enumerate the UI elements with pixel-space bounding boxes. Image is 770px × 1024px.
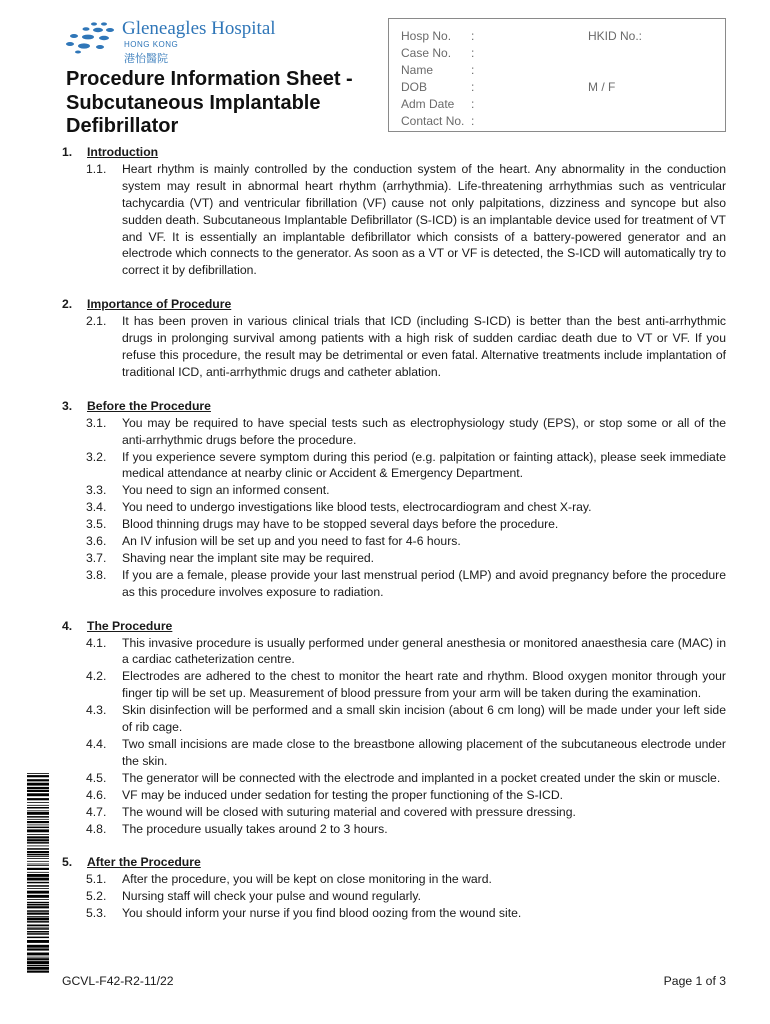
item-text: After the procedure, you will be kept on close monitoring in the ward.: [122, 872, 492, 887]
item-number: 4.5.: [86, 770, 107, 785]
barcode-bar: [27, 899, 49, 900]
section: [62, 618, 726, 838]
hosp-no-field: [401, 29, 474, 43]
section-heading: [62, 144, 726, 161]
page-number: Page 1 of 3: [663, 974, 726, 988]
logo-name: Gleneagles Hospital: [122, 18, 276, 39]
barcode-bar: [27, 940, 49, 943]
barcode-bar: [27, 805, 49, 806]
section-number: 1.: [62, 145, 73, 159]
item-text: The procedure usually takes around 2 to 3 hours.: [122, 821, 388, 836]
field-colon: :: [471, 80, 475, 94]
section-number: 3.: [62, 398, 73, 413]
item-number: 5.3.: [86, 906, 107, 921]
list-item: [62, 871, 726, 888]
hkid-label: HKID No.:: [588, 29, 643, 43]
list-item: [62, 482, 726, 499]
barcode-bar: [27, 868, 49, 870]
list-item: [62, 313, 726, 381]
list-item: [62, 770, 726, 787]
item-text: Skin disinfection will be performed and a small skin incision (about 6 cm long) will be made under your left side of rib cage.: [122, 703, 726, 735]
item-number: 4.6.: [86, 787, 107, 802]
barcode-bar: [27, 851, 49, 853]
barcode-bar: [27, 916, 49, 917]
list-item: [62, 161, 726, 279]
section-number: 2.: [62, 297, 73, 312]
barcode-bar: [27, 953, 49, 956]
barcode-bar: [27, 961, 49, 964]
item-number: 3.2.: [86, 449, 107, 464]
barcode-bar: [27, 967, 49, 970]
item-text: Heart rhythm is mainly controlled by the conduction system of the heart. Any abnormality in the conduction system may result in abnormal heart rhythm (arrhythmia). Life-threatening arrhythmias such as ventricular tachycardia (VT) and ventricular fibrillation (VF) cause not only palpitations, dizziness and syncope but also sudden death. Subcutaneous Implantable Defibrillator (S-ICD) is an implantable device used for treatment of VT and VF. It is essentially an implantable defibrillator which consists of a battery-powered generator and an electrode which connects to the generator. As soon as a VT or VF is detected, the S-ICD will automatically try to correct it by defibrillation.: [122, 161, 726, 278]
item-text: An IV infusion will be set up and you need to fast for 4-6 hours.: [122, 534, 461, 549]
barcode-bar: [27, 793, 49, 796]
barcode-bar: [27, 864, 49, 865]
barcode-bar: [27, 783, 49, 786]
barcode-bar: [27, 878, 49, 881]
item-number: 4.1.: [86, 635, 107, 650]
section-number: 5.: [62, 855, 73, 870]
field-colon: :: [471, 97, 475, 111]
item-number: 3.6.: [86, 534, 107, 549]
list-item: [62, 499, 726, 516]
barcode-bar: [27, 874, 49, 877]
item-number: 3.5.: [86, 517, 107, 532]
sex-label: M / F: [588, 80, 616, 94]
barcode-bar: [27, 928, 49, 930]
barcode-bar: [27, 842, 49, 844]
list-item: [62, 449, 726, 483]
barcode-bar: [27, 836, 49, 838]
field-colon: :: [471, 46, 475, 60]
barcode-bar: [27, 872, 49, 873]
item-text: It has been proven in various clinical trials that ICD (including S-ICD) is better than the best anti-arrhythmic drugs in prolonging survival among patients with a high risk of sudden cardiac death due to VT or VF. If you refuse this procedure, the result may be detrimental or even fatal. Alternative treatments include implantation of traditional ICD, anti-arrhythmic drugs and catheter ablation.: [122, 314, 726, 379]
barcode-bar: [27, 819, 49, 820]
item-text: Shaving near the implant site may be required.: [122, 550, 375, 565]
title-line: Defibrillator: [66, 115, 179, 137]
item-text: You may be required to have special tests such as electrophysiology study (EPS), or stop some or all of the anti-arrhythmic drugs before the procedure.: [122, 415, 726, 447]
item-text: You need to sign an informed consent.: [122, 483, 330, 498]
logo-chinese-name: 港怡醫院: [124, 53, 168, 65]
item-number: 4.8.: [86, 821, 107, 836]
list-item: [62, 787, 726, 804]
barcode-bar: [27, 904, 49, 906]
item-number: 2.1.: [86, 314, 107, 329]
item-text: Electrodes are adhered to the chest to monitor the heart rate and rhythm. Blood oxygen monitor through your finger tip will be set up. Measurement of blood pressure from your arm will be taken during the examination.: [122, 669, 726, 701]
list-item: [62, 415, 726, 449]
section-title: Introduction: [87, 145, 159, 159]
hospital-logo: [64, 16, 294, 68]
barcode-bar: [27, 945, 49, 948]
barcode-bar: [27, 865, 49, 866]
barcode-bar: [27, 913, 49, 915]
barcode-bar: [27, 965, 49, 967]
field-colon: :: [471, 29, 475, 43]
barcode-bar: [27, 854, 49, 856]
item-text: You need to undergo investigations like blood tests, electrocardiogram and chest X-ray.: [122, 500, 592, 515]
document-body: [62, 144, 726, 939]
title-line: Subcutaneous Implantable: [66, 91, 321, 114]
item-number: 3.3.: [86, 483, 107, 498]
barcode-bar: [27, 846, 49, 847]
item-number: 4.2.: [86, 669, 107, 684]
barcode-bar: [27, 948, 49, 950]
item-number: 3.8.: [86, 567, 107, 582]
field-colon: :: [471, 114, 475, 128]
logo-city: HONG KONG: [124, 40, 179, 49]
case-no-label: Case No.: [401, 46, 452, 60]
barcode-bar: [27, 798, 49, 800]
barcode-bar: [27, 858, 49, 859]
item-text: Nursing staff will check your pulse and wound regularly.: [122, 889, 421, 904]
item-text: If you experience severe symptom during this period (e.g. palpitation or fainting attack), please seek immediate medical attendance at nearby clinic or Accident & Emergency Department.: [122, 449, 726, 481]
barcode-bar: [27, 816, 49, 818]
barcode-bar: [27, 925, 49, 927]
item-number: 3.1.: [86, 415, 107, 430]
barcode-bar: [27, 888, 49, 889]
item-number: 4.7.: [86, 804, 107, 819]
barcode-bar: [27, 807, 49, 809]
list-item: [62, 888, 726, 905]
item-text: VF may be induced under sedation for testing the proper functioning of the S-ICD.: [122, 787, 564, 802]
barcode-bar: [27, 834, 49, 835]
list-item: [62, 550, 726, 567]
item-text: If you are a female, please provide your last menstrual period (LMP) and avoid pregnancy before the procedure as this procedure involves exposure to radiation.: [122, 567, 726, 599]
contact-no-label: Contact No.: [401, 114, 465, 128]
document-title: [66, 68, 386, 139]
list-item: [62, 567, 726, 601]
item-text: You should inform your nurse if you find blood oozing from the wound site.: [122, 906, 522, 921]
barcode-bar: [27, 885, 49, 887]
barcode-bar: [27, 787, 49, 789]
barcode-bar: [27, 821, 49, 823]
section-heading: [62, 398, 726, 415]
form-code: GCVL-F42-R2-11/22: [62, 974, 174, 988]
barcode-bar: [27, 790, 49, 792]
barcode-bar: [27, 825, 49, 826]
item-number: 5.1.: [86, 872, 107, 887]
contact-no-field: [401, 114, 474, 128]
section: [62, 144, 726, 279]
section-heading: [62, 296, 726, 313]
case-no-field: [401, 46, 474, 60]
barcode-bar: [27, 931, 49, 933]
barcode-bar: [27, 921, 49, 923]
barcode-bar: [27, 810, 49, 811]
section-title: After the Procedure: [87, 855, 201, 870]
section-number: 4.: [62, 618, 73, 633]
barcode-bar: [27, 848, 49, 850]
list-item: [62, 736, 726, 770]
section-heading: [62, 618, 726, 635]
barcode-bar: [27, 861, 49, 862]
item-number: 3.7.: [86, 550, 107, 565]
list-item: [62, 668, 726, 702]
list-item: [62, 905, 726, 922]
item-text: Blood thinning drugs may have to be stopped several days before the procedure.: [122, 517, 559, 532]
barcode-bar: [27, 902, 49, 904]
barcode-bar: [27, 895, 49, 898]
barcode-bar: [27, 773, 49, 774]
item-text: This invasive procedure is usually performed under general anesthesia or monitored anaesthesia care (MAC) in a cardiac catheterization centre.: [122, 635, 726, 667]
barcode-bar: [27, 775, 49, 777]
barcode-bar: [27, 910, 49, 912]
barcode-bar: [27, 882, 49, 884]
barcode-bar: [27, 812, 49, 815]
section-title: Importance of Procedure: [87, 297, 232, 312]
section: [62, 854, 726, 922]
barcode-bar: [27, 829, 49, 832]
section-title: The Procedure: [87, 618, 173, 633]
patient-info-box: [388, 18, 726, 132]
barcode-bar: [27, 856, 49, 857]
name-label: Name: [401, 63, 434, 77]
barcode-bar: [27, 957, 49, 958]
barcode-bar: [27, 927, 49, 928]
barcode-bar: [27, 937, 49, 939]
barcode-icon: [27, 773, 49, 973]
barcode-bar: [27, 933, 49, 935]
section-title: Before the Procedure: [87, 398, 211, 413]
list-item: [62, 516, 726, 533]
barcode-bar: [27, 779, 49, 781]
dob-label: DOB: [401, 80, 428, 94]
barcode-bar: [27, 802, 49, 803]
item-number: 4.3.: [86, 703, 107, 718]
list-item: [62, 821, 726, 838]
name-field: [401, 63, 474, 77]
list-item: [62, 533, 726, 550]
item-number: 3.4.: [86, 500, 107, 515]
item-text: Two small incisions are made close to the breastbone allowing placement of the subcutaneous electrode under the skin.: [122, 737, 726, 768]
list-item: [62, 635, 726, 669]
list-item: [62, 804, 726, 821]
barcode-bar: [27, 906, 49, 908]
adm-date-label: Adm Date: [401, 97, 455, 111]
hosp-no-label: Hosp No.: [401, 29, 452, 43]
section: [62, 398, 726, 601]
field-colon: :: [471, 63, 475, 77]
item-text: The wound will be closed with suturing material and covered with pressure dressing.: [122, 804, 576, 819]
barcode-bar: [27, 839, 49, 841]
adm-date-field: [401, 97, 474, 111]
section-heading: [62, 854, 726, 871]
item-text: The generator will be connected with the electrode and implanted in a pocket created under the skin or muscle.: [122, 770, 721, 785]
barcode-bar: [27, 971, 49, 973]
list-item: [62, 702, 726, 736]
barcode-bar: [27, 958, 49, 960]
item-number: 5.2.: [86, 889, 107, 904]
title-line: Procedure Information Sheet -: [66, 68, 353, 90]
dob-field: [401, 80, 474, 94]
barcode-bar: [27, 827, 49, 829]
item-number: 4.4.: [86, 737, 107, 751]
item-number: 1.1.: [86, 161, 107, 176]
barcode-bar: [27, 918, 49, 921]
logo-dots-icon: [64, 20, 116, 54]
section: [62, 296, 726, 381]
barcode-bar: [27, 891, 49, 894]
